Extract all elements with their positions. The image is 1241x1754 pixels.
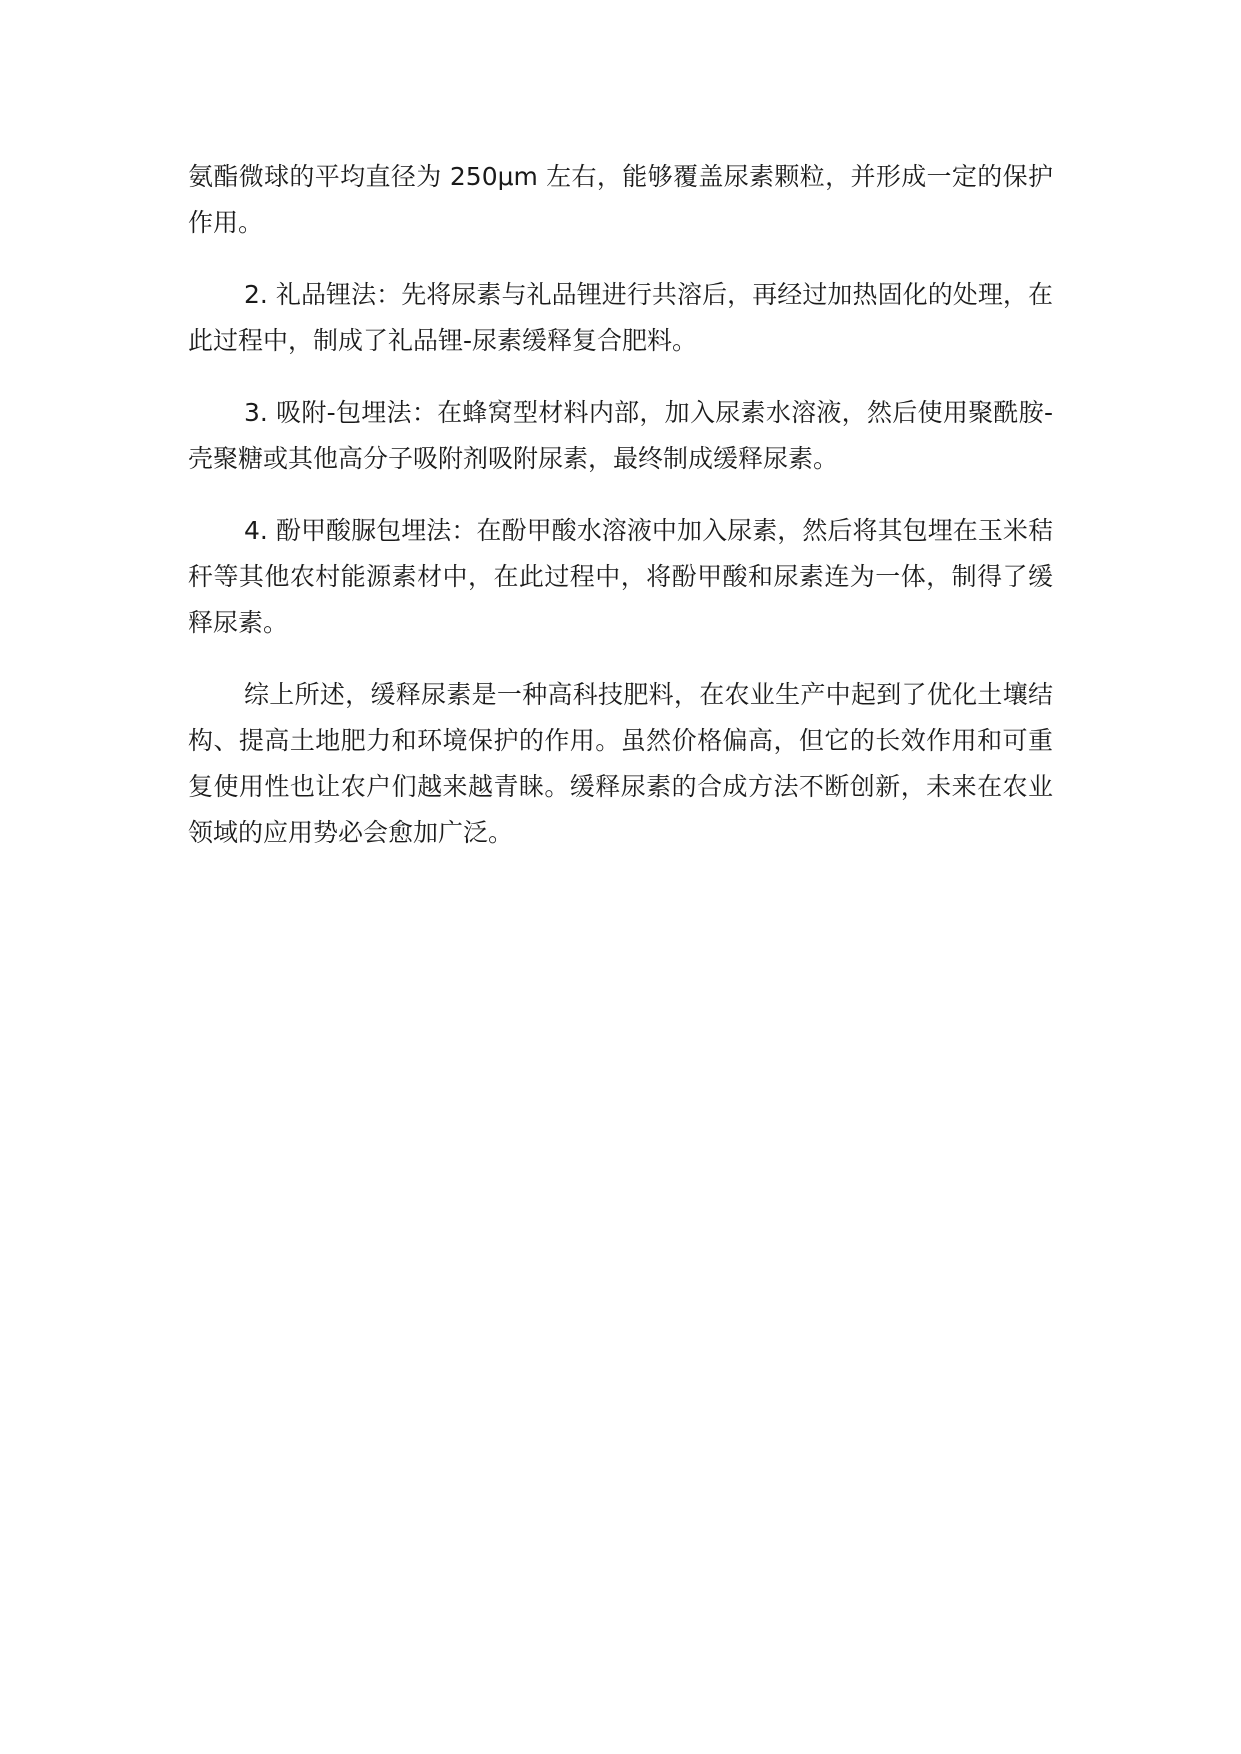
paragraph-method-2: 2. 礼品锂法：先将尿素与礼品锂进行共溶后，再经过加热固化的处理，在此过程中，制成了礼品锂-尿素缓释复合肥料。 (188, 280, 1053, 355)
document-body (188, 154, 1053, 882)
paragraph-summary: 综上所述，缓释尿素是一种高科技肥料，在农业生产中起到了优化土壤结构、提高土地肥力和环境保护的作用。虽然价格偏高，但它的长效作用和可重复使用性也让农户们越来越青睐。缓释尿素的合成方法不断创新，未来在农业领域的应用势必会愈加广泛。 (188, 680, 1053, 847)
paragraph-method-4: 4. 酚甲酸脲包埋法：在酚甲酸水溶液中加入尿素，然后将其包埋在玉米秸秆等其他农村能源素材中，在此过程中，将酚甲酸和尿素连为一体，制得了缓释尿素。 (188, 516, 1053, 637)
paragraph-continuation: 氨酯微球的平均直径为 250μm 左右，能够覆盖尿素颗粒，并形成一定的保护作用。 (188, 162, 1053, 237)
paragraph-method-3: 3. 吸附-包埋法：在蜂窝型材料内部，加入尿素水溶液，然后使用聚酰胺-壳聚糖或其他高分子吸附剂吸附尿素，最终制成缓释尿素。 (188, 398, 1053, 473)
